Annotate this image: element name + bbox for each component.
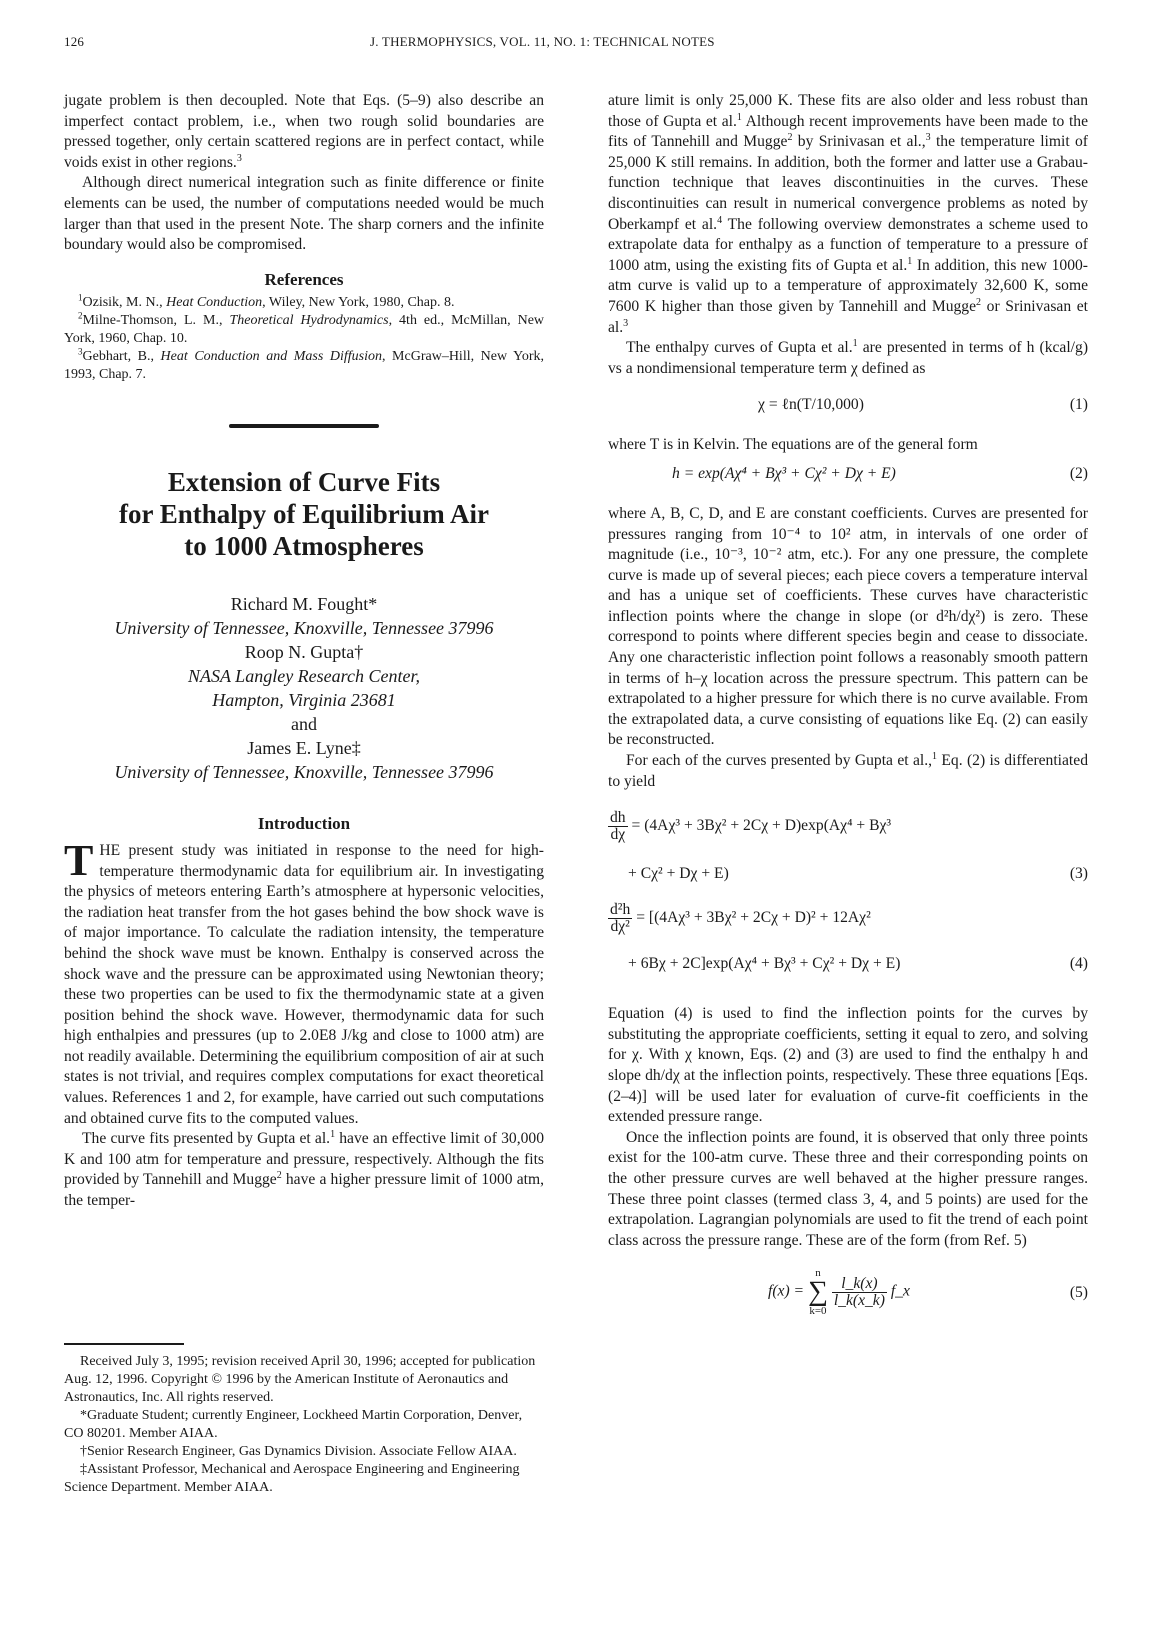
right-column: [608, 91, 1088, 1323]
author-affiliation: University of Tennessee, Knoxville, Tennessee 37996: [114, 762, 494, 783]
footnote: †Senior Research Engineer, Gas Dynamics Division. Associate Fellow AIAA.: [80, 1444, 517, 1459]
references-heading: References: [264, 269, 344, 289]
author-name: James E. Lyne‡: [247, 738, 361, 759]
author-affiliation: University of Tennessee, Knoxville, Tennessee 37996: [114, 618, 494, 639]
title-line: to 1000 Atmospheres: [184, 531, 424, 562]
paragraph: Equation (4) is used to find the inflection points for the curves by substituting the appropriate coefficients, setting it equal to zero, and solving for χ. With χ known, Eqs. (2) and (3) are used to find the enthalpy h and slope dh/dχ at the inflection points, respectively. These three equations [Eqs. (2–4)] will be used later for evaluation of curve-fit coefficients in the extended pressure range.: [608, 1005, 1088, 1126]
author-block: [64, 592, 544, 784]
reference-list: [64, 294, 544, 384]
paragraph: ature limit is only 25,000 K. These fits are also older and less robust than those of Gupta et al.$^1$ Although recent improvements have been made to the fits of Tannehill and Mugge$^2$ by Srinivasan et al.,$^3$ the temperature limit of 25,000 K still remains. In addition, both the former and latter use a Grabau-function technique that leaves discontinuities in the curves. These discontinuities can result in numerical convergence problems as noted by Oberkampf et al.$^4$ The following overview demonstrates a scheme used to extrapolate data for enthalpy as a function of temperature to a pressure of 1000 atm, using the existing fits of Gupta et al.$^1$ In addition, this new 1000-atm curve is valid up to a temperature of approximately 32,600 K, some 7600 K higher than those given by Tannehill and Mugge$^2$ or Srinivasan et al.$^3$: [608, 92, 1088, 336]
drop-cap: T: [64, 835, 94, 885]
article-title: [64, 466, 544, 562]
reference-item: $^3$Gebhart, B., Heat Conduction and Mass Diffusion, McGraw–Hill, New York, 1993, Chap. 7.: [64, 346, 544, 383]
reference-item: $^2$Milne-Thomson, L. M., Theoretical Hydrodynamics, 4th ed., McMillan, New York, 1960, Chap. 10.: [64, 310, 545, 347]
reference-item: $^1$Ozisik, M. N., Heat Conduction, Wiley, New York, 1980, Chap. 8.: [78, 292, 455, 311]
paragraph: jugate problem is then decoupled. Note that Eqs. (5–9) also describe an imperfect contact problem, i.e., when two rough solid boundaries are pressed together, only certain scattered regions are in perfect contact, while voids exist in other regions.$^3$: [64, 92, 544, 171]
paragraph: where A, B, C, D, and E are constant coefficients. Curves are presented for pressures ranging from 10⁻⁴ to 10² atm, in intervals of one order of magnitude (i.e., 10⁻³, 10⁻² atm, etc.). For any one pressure, the complete curve is made up of several pieces; each piece covers a temperature interval and has a unique set of coefficients. These curves have characteristic inflection points where the change in slope (or d²h/dχ²) is zero. These correspond to points where different species begin and cease to dissociate. Any one characteristic inflection point follows a reasonably smooth pattern in terms of h–χ location across the pressure spectrum. This pattern can be extrapolated to a higher pressure for which there is no curve available. From the extrapolated data, a curve consisting of equations like Eq. (2) can easily be reconstructed.: [608, 504, 1088, 749]
footnote-rule: [64, 1343, 184, 1345]
running-header: J. THERMOPHYSICS, VOL. 11, NO. 1: TECHNICAL NOTES: [370, 34, 715, 49]
author-name: and: [291, 714, 317, 735]
equation-3: $\frac{dh}{d\chi}$ = (4Aχ³ + 3Bχ² + 2Cχ + D)exp(Aχ⁴ + Bχ³ + Cχ² + Dχ + E) (3): [610, 809, 1088, 883]
author-affiliation: Hampton, Virginia 23681: [212, 690, 396, 711]
paragraph: where T is in Kelvin. The equations are of the general form: [608, 436, 978, 454]
author-affiliation: NASA Langley Research Center,: [188, 666, 420, 687]
intro-paragraph-2: The curve fits presented by Gupta et al.$^1$ have an effective limit of 30,000 K and 100 atm for temperature and pressure, respectively. Although the fits provided by Tannehill and Mugge$^2$ have a higher pressure limit of 1000 atm, the temper-: [64, 1129, 544, 1210]
left-column: [64, 91, 544, 1212]
paragraph: For each of the curves presented by Gupta et al.,$^1$ Eq. (2) is differentiated to yield: [608, 750, 1088, 790]
introduction-heading: Introduction: [257, 814, 351, 834]
equation-1: χ = ℓn(T/10,000) (1): [758, 396, 1088, 414]
footnote: ‡Assistant Professor, Mechanical and Aerospace Engineering and Engineering Science Department. Member AIAA.: [64, 1462, 520, 1495]
equation-2: h = exp(Aχ⁴ + Bχ³ + Cχ² + Dχ + E) (2): [672, 464, 1088, 482]
footnote: *Graduate Student; currently Engineer, Lockheed Martin Corporation, Denver, CO 80201. Member AIAA.: [64, 1408, 523, 1441]
equation-5: f(x) = n ∑ k=0 $\frac{l\_k(x)}{l\_k(x\_k)}$ f_x (5): [768, 1267, 1088, 1318]
footnotes: [64, 1343, 544, 1497]
paragraph: Once the inflection points are found, it is observed that only three points exist for the 100-atm curve. These three and their corresponding points on the other pressure curves are well behaved at the higher pressure ranges. These three point classes (termed class 3, 4, and 5 points) are used for the extrapolation. Lagrangian polynomials are used to fit the trend of each point class across the pressure range. These are of the form (from Ref. 5): [608, 1128, 1088, 1249]
equation-4: $\frac{\text{d²h}}{\text{dχ²}}$ = [(4Aχ³ + 3Bχ² + 2Cχ + D)² + 12Aχ² + 6Bχ + 2C]exp(Aχ⁴ + Bχ³ + Cχ² + Dχ + E) (4): [610, 901, 1088, 973]
paragraph: The enthalpy curves of Gupta et al.$^1$ are presented in terms of h (kcal/g) vs a nondimensional temperature term χ defined as: [608, 337, 1089, 377]
page-number: 126: [64, 34, 85, 49]
author-name: Roop N. Gupta†: [244, 642, 364, 663]
footnote: Received July 3, 1995; revision received April 30, 1996; accepted for publication Aug. 12, 1996. Copyright © 1996 by the American Institute of Aeronautics and Astronautics, Inc. All rights reserved.: [64, 1354, 536, 1405]
title-line: Extension of Curve Fits: [167, 467, 441, 498]
title-line: for Enthalpy of Equilibrium Air: [118, 499, 490, 530]
paragraph: Although direct numerical integration such as finite difference or finite elements can be used, the number of computations needed would be much larger than that used in the present Note. The sharp corners and the infinite boundary would also be compromised.: [64, 174, 544, 254]
intro-paragraph: THE present study was initiated in response to the need for high-temperature thermodynamic data for equilibrium air. In investigating the physics of meteors entering Earth’s atmosphere at hypersonic velocities, the radiation heat transfer from the hot gases behind the bow shock wave is of major importance. To calculate the radiation intensity, the temperature behind the shock wave must be known. Enthalpy is conserved across the shock wave and the pressure can be approximated using Newtonian theory; these two properties can be used to fix the thermodynamic state at a given position behind the shock wave. However, thermodynamic data for such high enthalpies and pressures (up to 2.0E8 J/kg and close to 1000 atm) are not readily available. Determining the equilibrium composition of air at such states is not trivial, and requires complex computations for exact theoretical values. References 1 and 2, for example, have carried out such computations and obtained curve fits to the computed values.: [64, 835, 544, 1127]
author-name: Richard M. Fought*: [230, 594, 378, 615]
